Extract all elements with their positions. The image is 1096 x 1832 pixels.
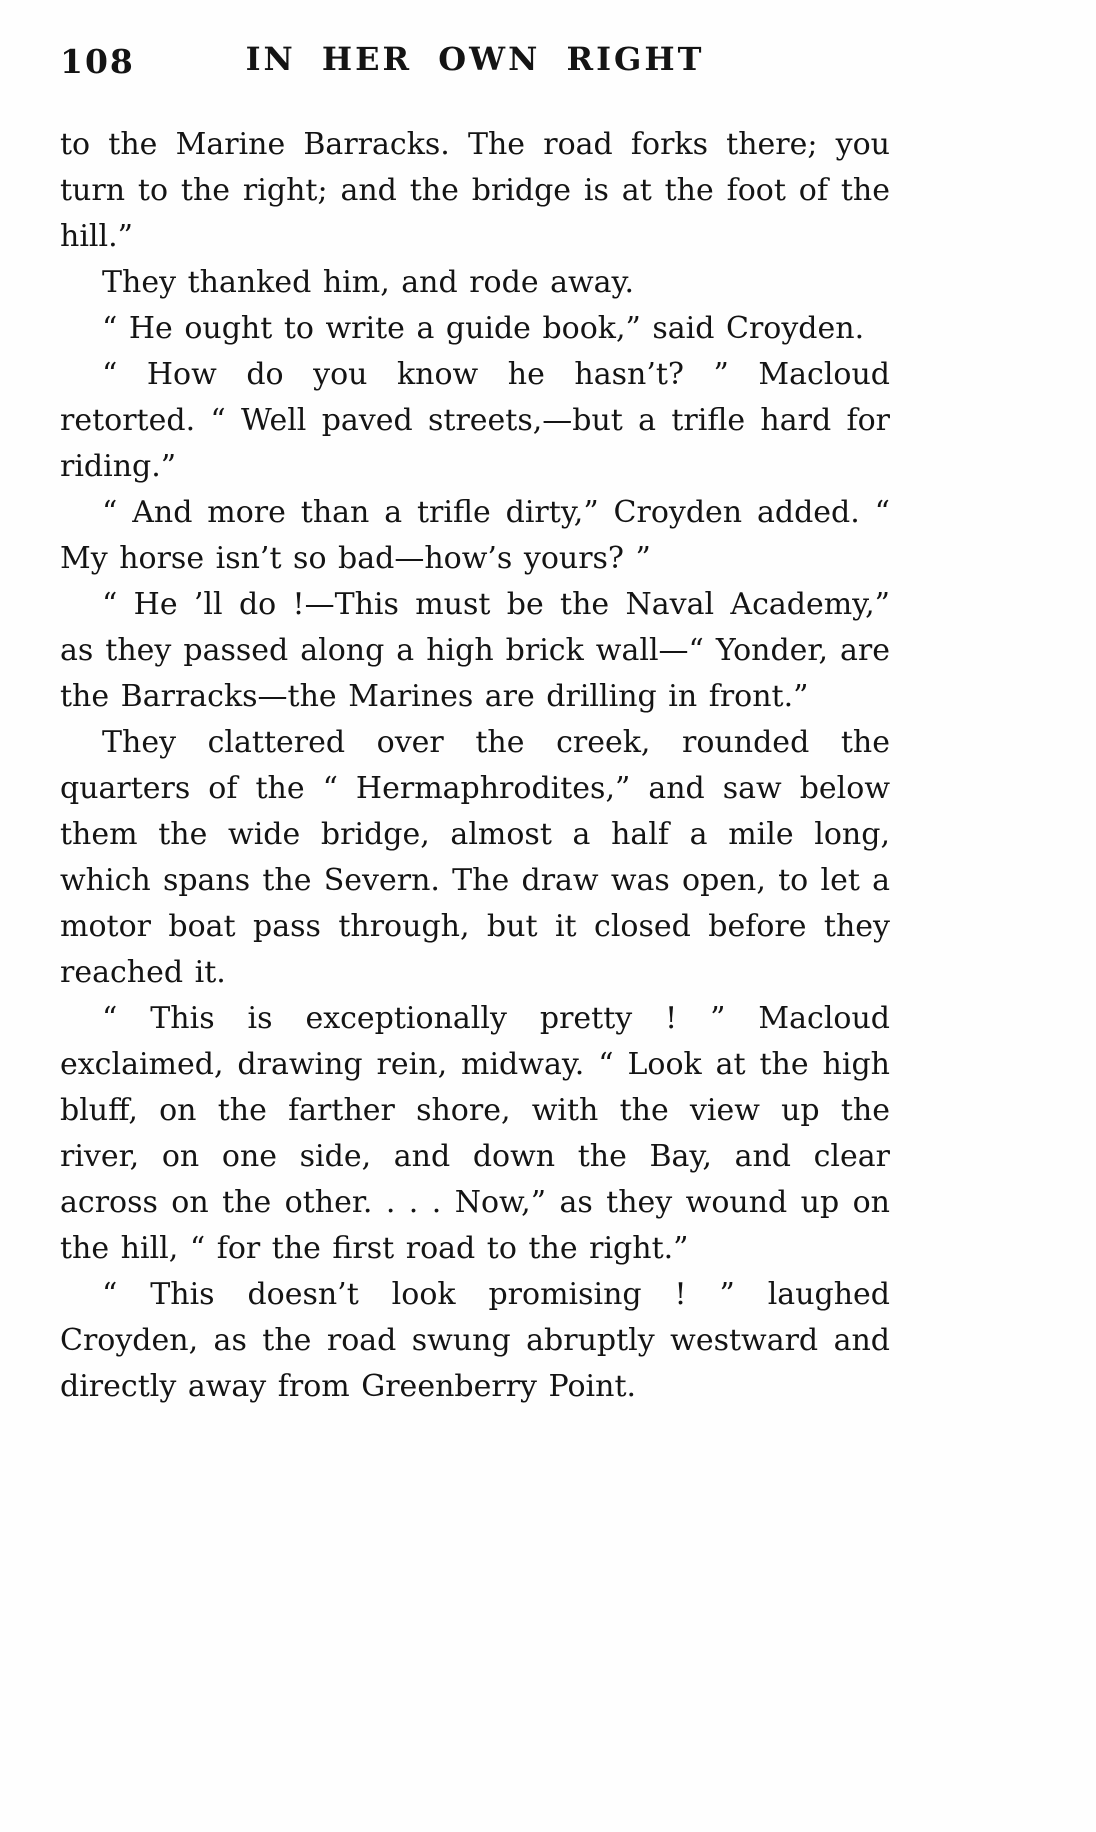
page-number: 108 [60,42,135,81]
paragraph: to the Marine Barracks. The road forks there; you turn to the right; and the bridge is at the foot of the hill.” [60,127,890,254]
page-header [60,40,890,92]
paragraph: They clattered over the creek, rounded the quarters of the “ Hermaphrodites,” and saw below them the wide bridge, almost a half a mile long, which spans the Severn. The draw was open, to let a motor boat pass through, but it closed before they reached it. [60,725,890,990]
running-title: IN HER OWN RIGHT [245,40,705,78]
paragraph: “ And more than a trifle dirty,” Croyden added. “ My horse isn’t so bad—how’s yours? ” [60,495,890,576]
paragraph: “ He ought to write a guide book,” said Croyden. [102,311,865,346]
page-body [60,122,890,1410]
paragraph: “ This doesn’t look promising ! ” laughed Croyden, as the road swung abruptly westward and directly away from Greenberry Point. [60,1277,890,1404]
paragraph: “ This is exceptionally pretty ! ” Macloud exclaimed, drawing rein, midway. “ Look at the high bluff, on the farther shore, with the view up the river, on one side, and down the Bay, and clear across on the other. . . . Now,” as they wound up on the hill, “ for the first road to the right.” [60,1001,890,1266]
paragraph: “ He ’ll do !—This must be the Naval Academy,” as they passed along a high brick wall—“ Yonder, are the Barracks—the Marines are drilling in front.” [60,587,890,714]
paragraph: They thanked him, and rode away. [102,265,635,300]
paragraph: “ How do you know he hasn’t? ” Macloud retorted. “ Well paved streets,—but a trifle hard for riding.” [60,357,890,484]
